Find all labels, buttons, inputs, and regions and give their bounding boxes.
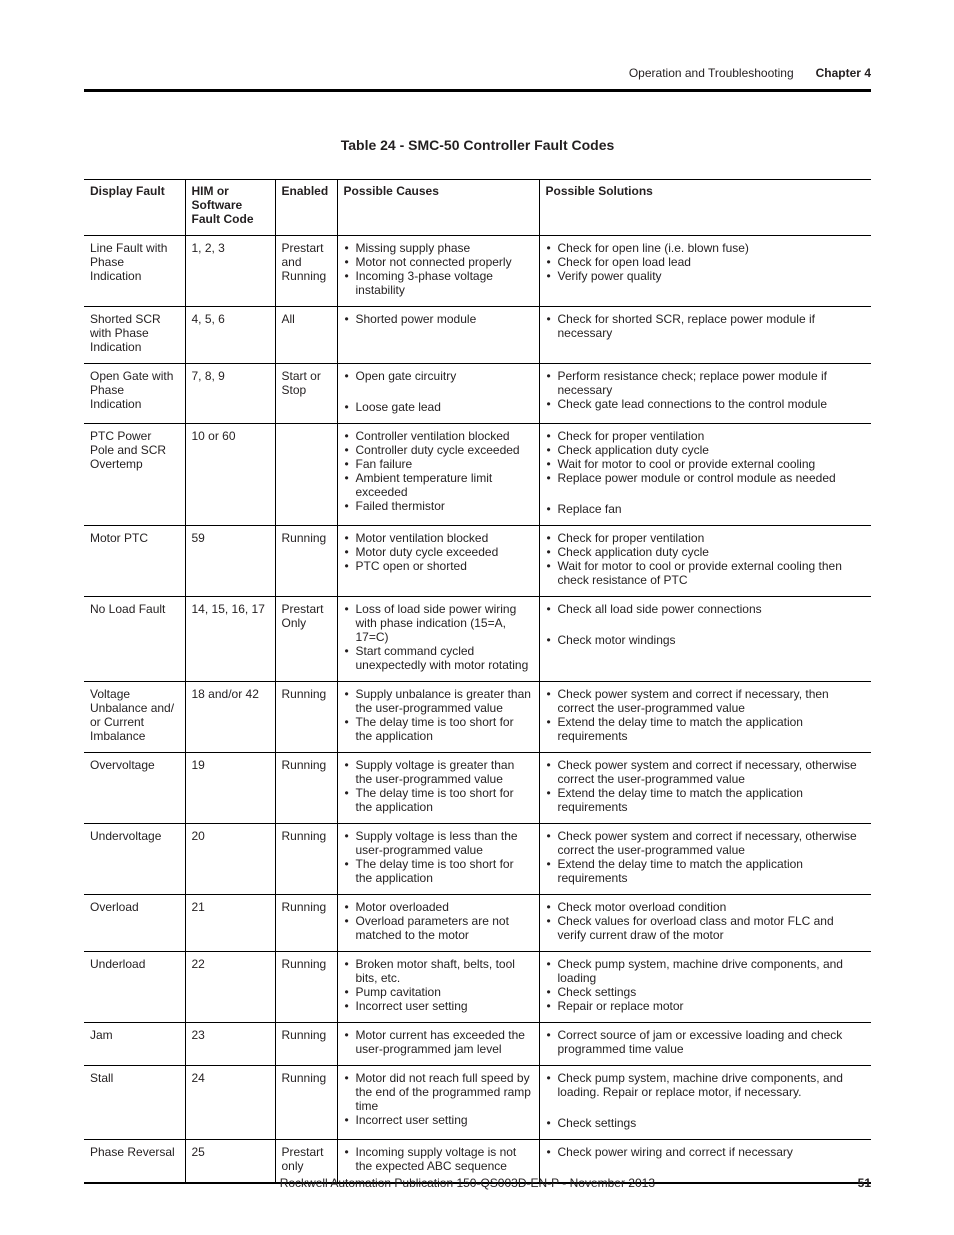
causes-list xyxy=(344,1145,533,1173)
page-number: 51 xyxy=(857,1176,871,1190)
fault-table-body xyxy=(84,236,871,1184)
cause-item: • Broken motor shaft, belts, tool bits, etc. xyxy=(344,957,533,985)
cause-item: • The delay time is too short for the application xyxy=(344,715,533,743)
causes-list xyxy=(344,241,533,297)
footer-publication: Rockwell Automation Publication 150-QS003D-EN-P - November 2013 xyxy=(279,1176,655,1190)
cause-item: • Motor current has exceeded the user-programmed jam level xyxy=(344,1028,533,1056)
cause-item: • Motor ventilation blocked xyxy=(344,531,533,545)
solution-item: • Check application duty cycle xyxy=(546,443,866,457)
causes-list xyxy=(344,900,533,942)
possible-solutions-cell xyxy=(539,364,871,424)
solution-item: • Extend the delay time to match the application requirements xyxy=(546,786,866,814)
solution-item: • Check pump system, machine drive components, and loading. Repair or replace motor, if necessary. xyxy=(546,1071,866,1099)
cause-item: • Motor duty cycle exceeded xyxy=(344,545,533,559)
enabled-cell: Prestart and Running xyxy=(275,236,337,307)
solution-item: • Check application duty cycle xyxy=(546,545,866,559)
fault-code-cell: 23 xyxy=(185,1023,275,1066)
causes-list xyxy=(344,1071,533,1127)
solution-item: • Check power system and correct if necessary, then correct the user-programmed value xyxy=(546,687,866,715)
cause-item: • Incorrect user setting xyxy=(344,1113,533,1127)
possible-causes-cell xyxy=(337,895,539,952)
solutions-list xyxy=(546,900,866,942)
solution-item: • Check for proper ventilation xyxy=(546,429,866,443)
solution-item: • Verify power quality xyxy=(546,269,866,283)
fault-code-cell: 14, 15, 16, 17 xyxy=(185,597,275,682)
solutions-list xyxy=(546,1145,866,1159)
table-row xyxy=(84,597,871,682)
cause-item: • Motor overloaded xyxy=(344,900,533,914)
solution-item: • Repair or replace motor xyxy=(546,999,866,1013)
solution-item: • Check motor windings xyxy=(546,633,866,647)
table-row xyxy=(84,526,871,597)
column-header-display-fault: Display Fault xyxy=(84,180,185,236)
enabled-cell: Prestart Only xyxy=(275,597,337,682)
solution-item: • Check settings xyxy=(546,985,866,999)
solutions-list xyxy=(546,429,866,516)
enabled-cell: Running xyxy=(275,895,337,952)
cause-item: • Pump cavitation xyxy=(344,985,533,999)
causes-list xyxy=(344,1028,533,1056)
solution-item: • Wait for motor to cool or provide external cooling then check resistance of PTC xyxy=(546,559,866,587)
solution-item: • Perform resistance check; replace power module if necessary xyxy=(546,369,866,397)
solutions-list xyxy=(546,1028,866,1056)
fault-codes-table xyxy=(84,179,871,1184)
possible-causes-cell xyxy=(337,424,539,526)
cause-item: • Incoming supply voltage is not the expected ABC sequence xyxy=(344,1145,533,1173)
display-fault-cell: Overvoltage xyxy=(90,758,155,772)
cause-item: • Incorrect user setting xyxy=(344,999,533,1013)
possible-causes-cell xyxy=(337,307,539,364)
cause-item: • Missing supply phase xyxy=(344,241,533,255)
causes-list xyxy=(344,369,533,414)
possible-solutions-cell xyxy=(539,824,871,895)
header-section-title: Operation and Troubleshooting xyxy=(628,66,794,80)
enabled-cell: Prestart only xyxy=(275,1140,337,1184)
cause-item: • Loss of load side power wiring with phase indication (15=A, 17=C) xyxy=(344,602,533,644)
enabled-cell: Running xyxy=(275,753,337,824)
fault-code-cell: 20 xyxy=(185,824,275,895)
cause-item: • Supply voltage is less than the user-programmed value xyxy=(344,829,533,857)
possible-solutions-cell xyxy=(539,895,871,952)
solutions-list xyxy=(546,369,866,411)
solution-item: • Replace power module or control module as needed xyxy=(546,471,866,485)
enabled-cell: All xyxy=(275,307,337,364)
possible-solutions-cell xyxy=(539,682,871,753)
column-header-enabled: Enabled xyxy=(275,180,337,236)
possible-causes-cell xyxy=(337,682,539,753)
fault-code-cell: 18 and/or 42 xyxy=(185,682,275,753)
solution-item: • Check for open line (i.e. blown fuse) xyxy=(546,241,866,255)
cause-item: • Controller duty cycle exceeded xyxy=(344,443,533,457)
solution-item: • Check motor overload condition xyxy=(546,900,866,914)
cause-item: • Start command cycled unexpectedly with motor rotating xyxy=(344,644,533,672)
display-fault-cell: Shorted SCR with Phase Indication xyxy=(90,312,161,354)
solutions-list xyxy=(546,531,866,587)
solution-item: • Check for open load lead xyxy=(546,255,866,269)
solutions-list xyxy=(546,312,866,340)
table-row xyxy=(84,1023,871,1066)
enabled-cell: Running xyxy=(275,1023,337,1066)
fault-code-cell: 21 xyxy=(185,895,275,952)
table-row xyxy=(84,824,871,895)
possible-causes-cell xyxy=(337,952,539,1023)
table-row xyxy=(84,682,871,753)
display-fault-cell: Overload xyxy=(90,900,139,914)
solution-item: • Check power wiring and correct if necessary xyxy=(546,1145,866,1159)
causes-list xyxy=(344,758,533,814)
display-fault-cell: Open Gate with Phase Indication xyxy=(90,369,174,411)
possible-causes-cell xyxy=(337,364,539,424)
table-row xyxy=(84,236,871,307)
display-fault-cell: Voltage Unbalance and/ or Current Imbalance xyxy=(90,687,175,743)
fault-code-cell: 59 xyxy=(185,526,275,597)
cause-item: • Overload parameters are not matched to the motor xyxy=(344,914,533,942)
display-fault-cell: No Load Fault xyxy=(90,602,166,616)
possible-solutions-cell xyxy=(539,597,871,682)
causes-list xyxy=(344,687,533,743)
enabled-cell: Running xyxy=(275,682,337,753)
solution-item: • Check settings xyxy=(546,1116,866,1130)
table-row xyxy=(84,1066,871,1140)
cause-item: • Shorted power module xyxy=(344,312,533,326)
solution-item: • Check values for overload class and motor FLC and verify current draw of the motor xyxy=(546,914,866,942)
fault-code-cell: 10 or 60 xyxy=(185,424,275,526)
table-row xyxy=(84,753,871,824)
table-row xyxy=(84,895,871,952)
solution-item: • Replace fan xyxy=(546,502,866,516)
causes-list xyxy=(344,429,533,513)
possible-solutions-cell xyxy=(539,952,871,1023)
solutions-list xyxy=(546,829,866,885)
solutions-list xyxy=(546,957,866,1013)
cause-item: • Motor did not reach full speed by the end of the programmed ramp time xyxy=(344,1071,533,1113)
solution-item: • Extend the delay time to match the application requirements xyxy=(546,857,866,885)
cause-item: • Incoming 3-phase voltage instability xyxy=(344,269,533,297)
enabled-cell: Running xyxy=(275,952,337,1023)
table-row xyxy=(84,952,871,1023)
cause-item: • Motor not connected properly xyxy=(344,255,533,269)
fault-code-cell: 1, 2, 3 xyxy=(185,236,275,307)
cause-item: • Fan failure xyxy=(344,457,533,471)
display-fault-cell: Line Fault with Phase Indication xyxy=(90,241,168,283)
fault-code-cell: 19 xyxy=(185,753,275,824)
display-fault-cell: Jam xyxy=(90,1028,113,1042)
possible-solutions-cell xyxy=(539,424,871,526)
column-header-fault-code: HIM or Software Fault Code xyxy=(185,180,275,236)
solutions-list xyxy=(546,602,866,647)
display-fault-cell: Undervoltage xyxy=(90,829,162,843)
cause-item: • The delay time is too short for the application xyxy=(344,786,533,814)
fault-code-cell: 7, 8, 9 xyxy=(185,364,275,424)
solutions-list xyxy=(546,1071,866,1130)
display-fault-cell: Motor PTC xyxy=(90,531,149,545)
causes-list xyxy=(344,602,533,672)
possible-causes-cell xyxy=(337,753,539,824)
table-row xyxy=(84,424,871,526)
table-caption: Table 24 - SMC-50 Controller Fault Codes xyxy=(340,137,615,153)
possible-solutions-cell xyxy=(539,753,871,824)
solution-item: • Extend the delay time to match the application requirements xyxy=(546,715,866,743)
cause-item: • Failed thermistor xyxy=(344,499,533,513)
display-fault-cell: Underload xyxy=(90,957,146,971)
solution-item: • Wait for motor to cool or provide external cooling xyxy=(546,457,866,471)
enabled-cell: Running xyxy=(275,526,337,597)
causes-list xyxy=(344,531,533,573)
cause-item: • Controller ventilation blocked xyxy=(344,429,533,443)
causes-list xyxy=(344,312,533,326)
solutions-list xyxy=(546,241,866,283)
solution-item: • Check pump system, machine drive components, and loading xyxy=(546,957,866,985)
header-chapter-label: Chapter 4 xyxy=(815,66,871,80)
solutions-list xyxy=(546,758,866,814)
cause-item: • Supply unbalance is greater than the user-programmed value xyxy=(344,687,533,715)
possible-causes-cell xyxy=(337,824,539,895)
enabled-cell: Running xyxy=(275,1066,337,1140)
possible-causes-cell xyxy=(337,1023,539,1066)
cause-item: • PTC open or shorted xyxy=(344,559,533,573)
causes-list xyxy=(344,829,533,885)
display-fault-cell: Phase Reversal xyxy=(90,1145,175,1159)
possible-causes-cell xyxy=(337,597,539,682)
solution-item: • Check for proper ventilation xyxy=(546,531,866,545)
solution-item: • Check power system and correct if necessary, otherwise correct the user-programmed value xyxy=(546,829,866,857)
possible-solutions-cell xyxy=(539,1066,871,1140)
possible-solutions-cell xyxy=(539,236,871,307)
column-header-possible-solutions: Possible Solutions xyxy=(539,180,871,236)
solution-item: • Check gate lead connections to the control module xyxy=(546,397,866,411)
solution-item: • Check power system and correct if necessary, otherwise correct the user-programmed value xyxy=(546,758,866,786)
solution-item: • Correct source of jam or excessive loading and check programmed time value xyxy=(546,1028,866,1056)
fault-code-cell: 24 xyxy=(185,1066,275,1140)
solution-item: • Check all load side power connections xyxy=(546,602,866,616)
enabled-cell: Running xyxy=(275,824,337,895)
fault-code-cell: 25 xyxy=(185,1140,275,1184)
table-row xyxy=(84,364,871,424)
possible-solutions-cell xyxy=(539,526,871,597)
fault-code-cell: 4, 5, 6 xyxy=(185,307,275,364)
cause-item: • The delay time is too short for the application xyxy=(344,857,533,885)
solutions-list xyxy=(546,687,866,743)
possible-solutions-cell xyxy=(539,1023,871,1066)
possible-causes-cell xyxy=(337,1066,539,1140)
solution-item: • Check for shorted SCR, replace power module if necessary xyxy=(546,312,866,340)
cause-item: • Open gate circuitry xyxy=(344,369,533,383)
cause-item: • Supply voltage is greater than the user-programmed value xyxy=(344,758,533,786)
table-header-row xyxy=(84,180,871,236)
enabled-cell xyxy=(275,424,337,526)
possible-causes-cell xyxy=(337,526,539,597)
cause-item: • Ambient temperature limit exceeded xyxy=(344,471,533,499)
cause-item: • Loose gate lead xyxy=(344,400,533,414)
causes-list xyxy=(344,957,533,1013)
header-rule xyxy=(84,89,871,92)
display-fault-cell: PTC Power Pole and SCR Overtemp xyxy=(90,429,167,471)
display-fault-cell: Stall xyxy=(90,1071,114,1085)
running-header xyxy=(84,66,871,82)
enabled-cell: Start or Stop xyxy=(275,364,337,424)
possible-causes-cell xyxy=(337,236,539,307)
fault-code-cell: 22 xyxy=(185,952,275,1023)
table-row xyxy=(84,307,871,364)
column-header-possible-causes: Possible Causes xyxy=(337,180,539,236)
possible-solutions-cell xyxy=(539,307,871,364)
